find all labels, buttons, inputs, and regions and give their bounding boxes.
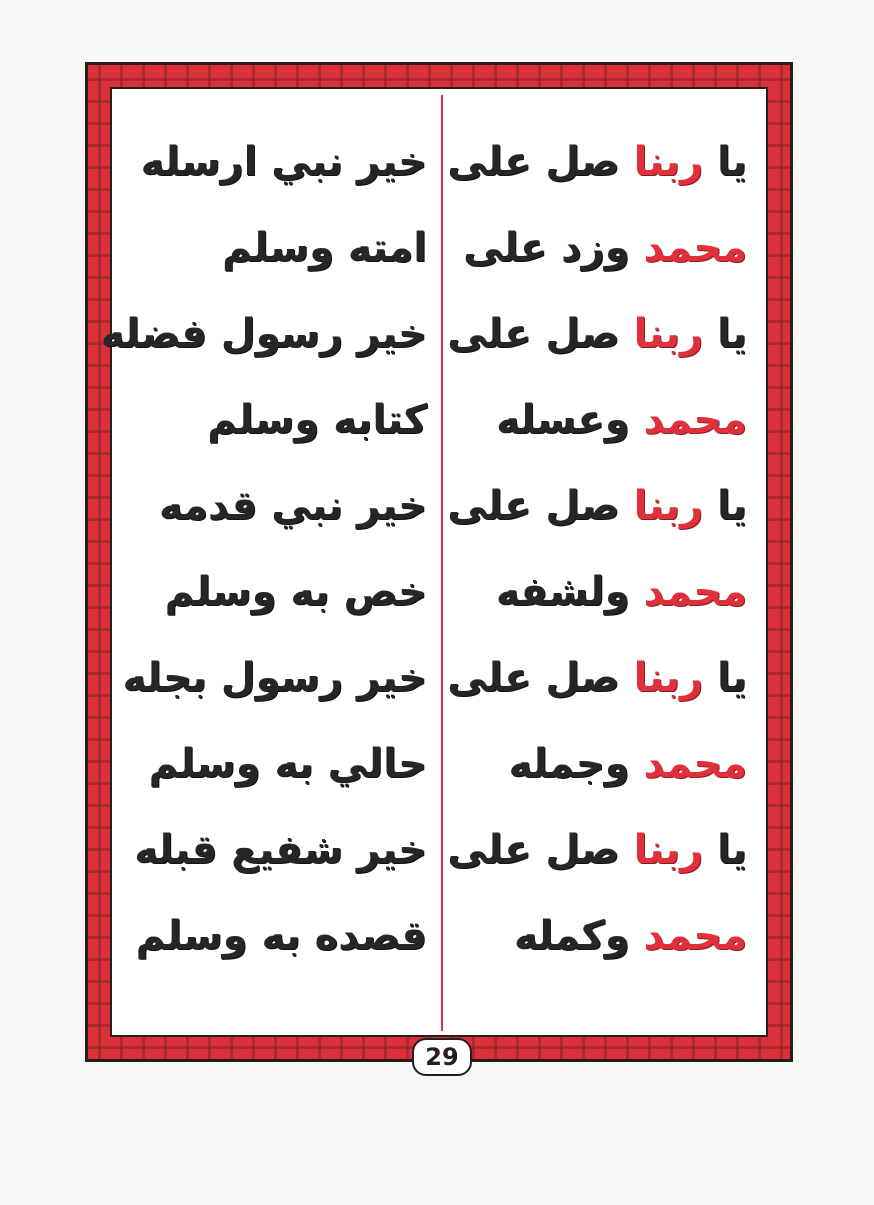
verse-highlight: محمد xyxy=(643,741,747,787)
verse-right-6: محمد ولشفه xyxy=(495,569,747,615)
verse-left-3: خير رسول فضله xyxy=(100,311,427,357)
verse-left-1: خير نبي ارسله xyxy=(140,139,427,185)
verse-highlight: محمد xyxy=(643,913,747,959)
decorative-border-frame xyxy=(85,62,793,1062)
verse-right-5: يا ربنا صل على xyxy=(447,483,747,529)
verse-right-8: محمد وجمله xyxy=(508,741,747,787)
verse-left-10: قصده به وسلم xyxy=(135,913,427,959)
verse-left-4: كتابه وسلم xyxy=(207,397,427,443)
page-number-badge xyxy=(412,1038,472,1076)
verse-highlight: ربنا xyxy=(633,483,704,529)
verse-highlight: ربنا xyxy=(633,827,704,873)
verse-highlight: محمد xyxy=(643,225,747,271)
text-panel xyxy=(100,87,768,1037)
verse-left-5: خير نبي قدمه xyxy=(158,483,427,529)
verse-highlight: محمد xyxy=(643,569,747,615)
verse-left-7: خير رسول بجله xyxy=(122,655,427,701)
verse-left-2: امته وسلم xyxy=(222,225,427,271)
verse-left-9: خير شفيع قبله xyxy=(134,827,427,873)
verse-right-7: يا ربنا صل على xyxy=(447,655,747,701)
verse-highlight: ربنا xyxy=(633,311,704,357)
column-divider xyxy=(441,95,443,1031)
verse-highlight: ربنا xyxy=(633,655,704,701)
verse-left-6: خص به وسلم xyxy=(164,569,427,615)
verse-left-8: حالي به وسلم xyxy=(148,741,427,787)
verse-highlight: ربنا xyxy=(633,139,704,185)
verse-right-10: محمد وكمله xyxy=(514,913,747,959)
verse-right-2: محمد وزد على xyxy=(463,225,747,271)
page-number: 29 xyxy=(425,1043,459,1071)
verse-right-9: يا ربنا صل على xyxy=(447,827,747,873)
verse-right-4: محمد وعسله xyxy=(496,397,747,443)
verse-right-3: يا ربنا صل على xyxy=(447,311,747,357)
verse-right-1: يا ربنا صل على xyxy=(447,139,747,185)
verse-highlight: محمد xyxy=(643,397,747,443)
